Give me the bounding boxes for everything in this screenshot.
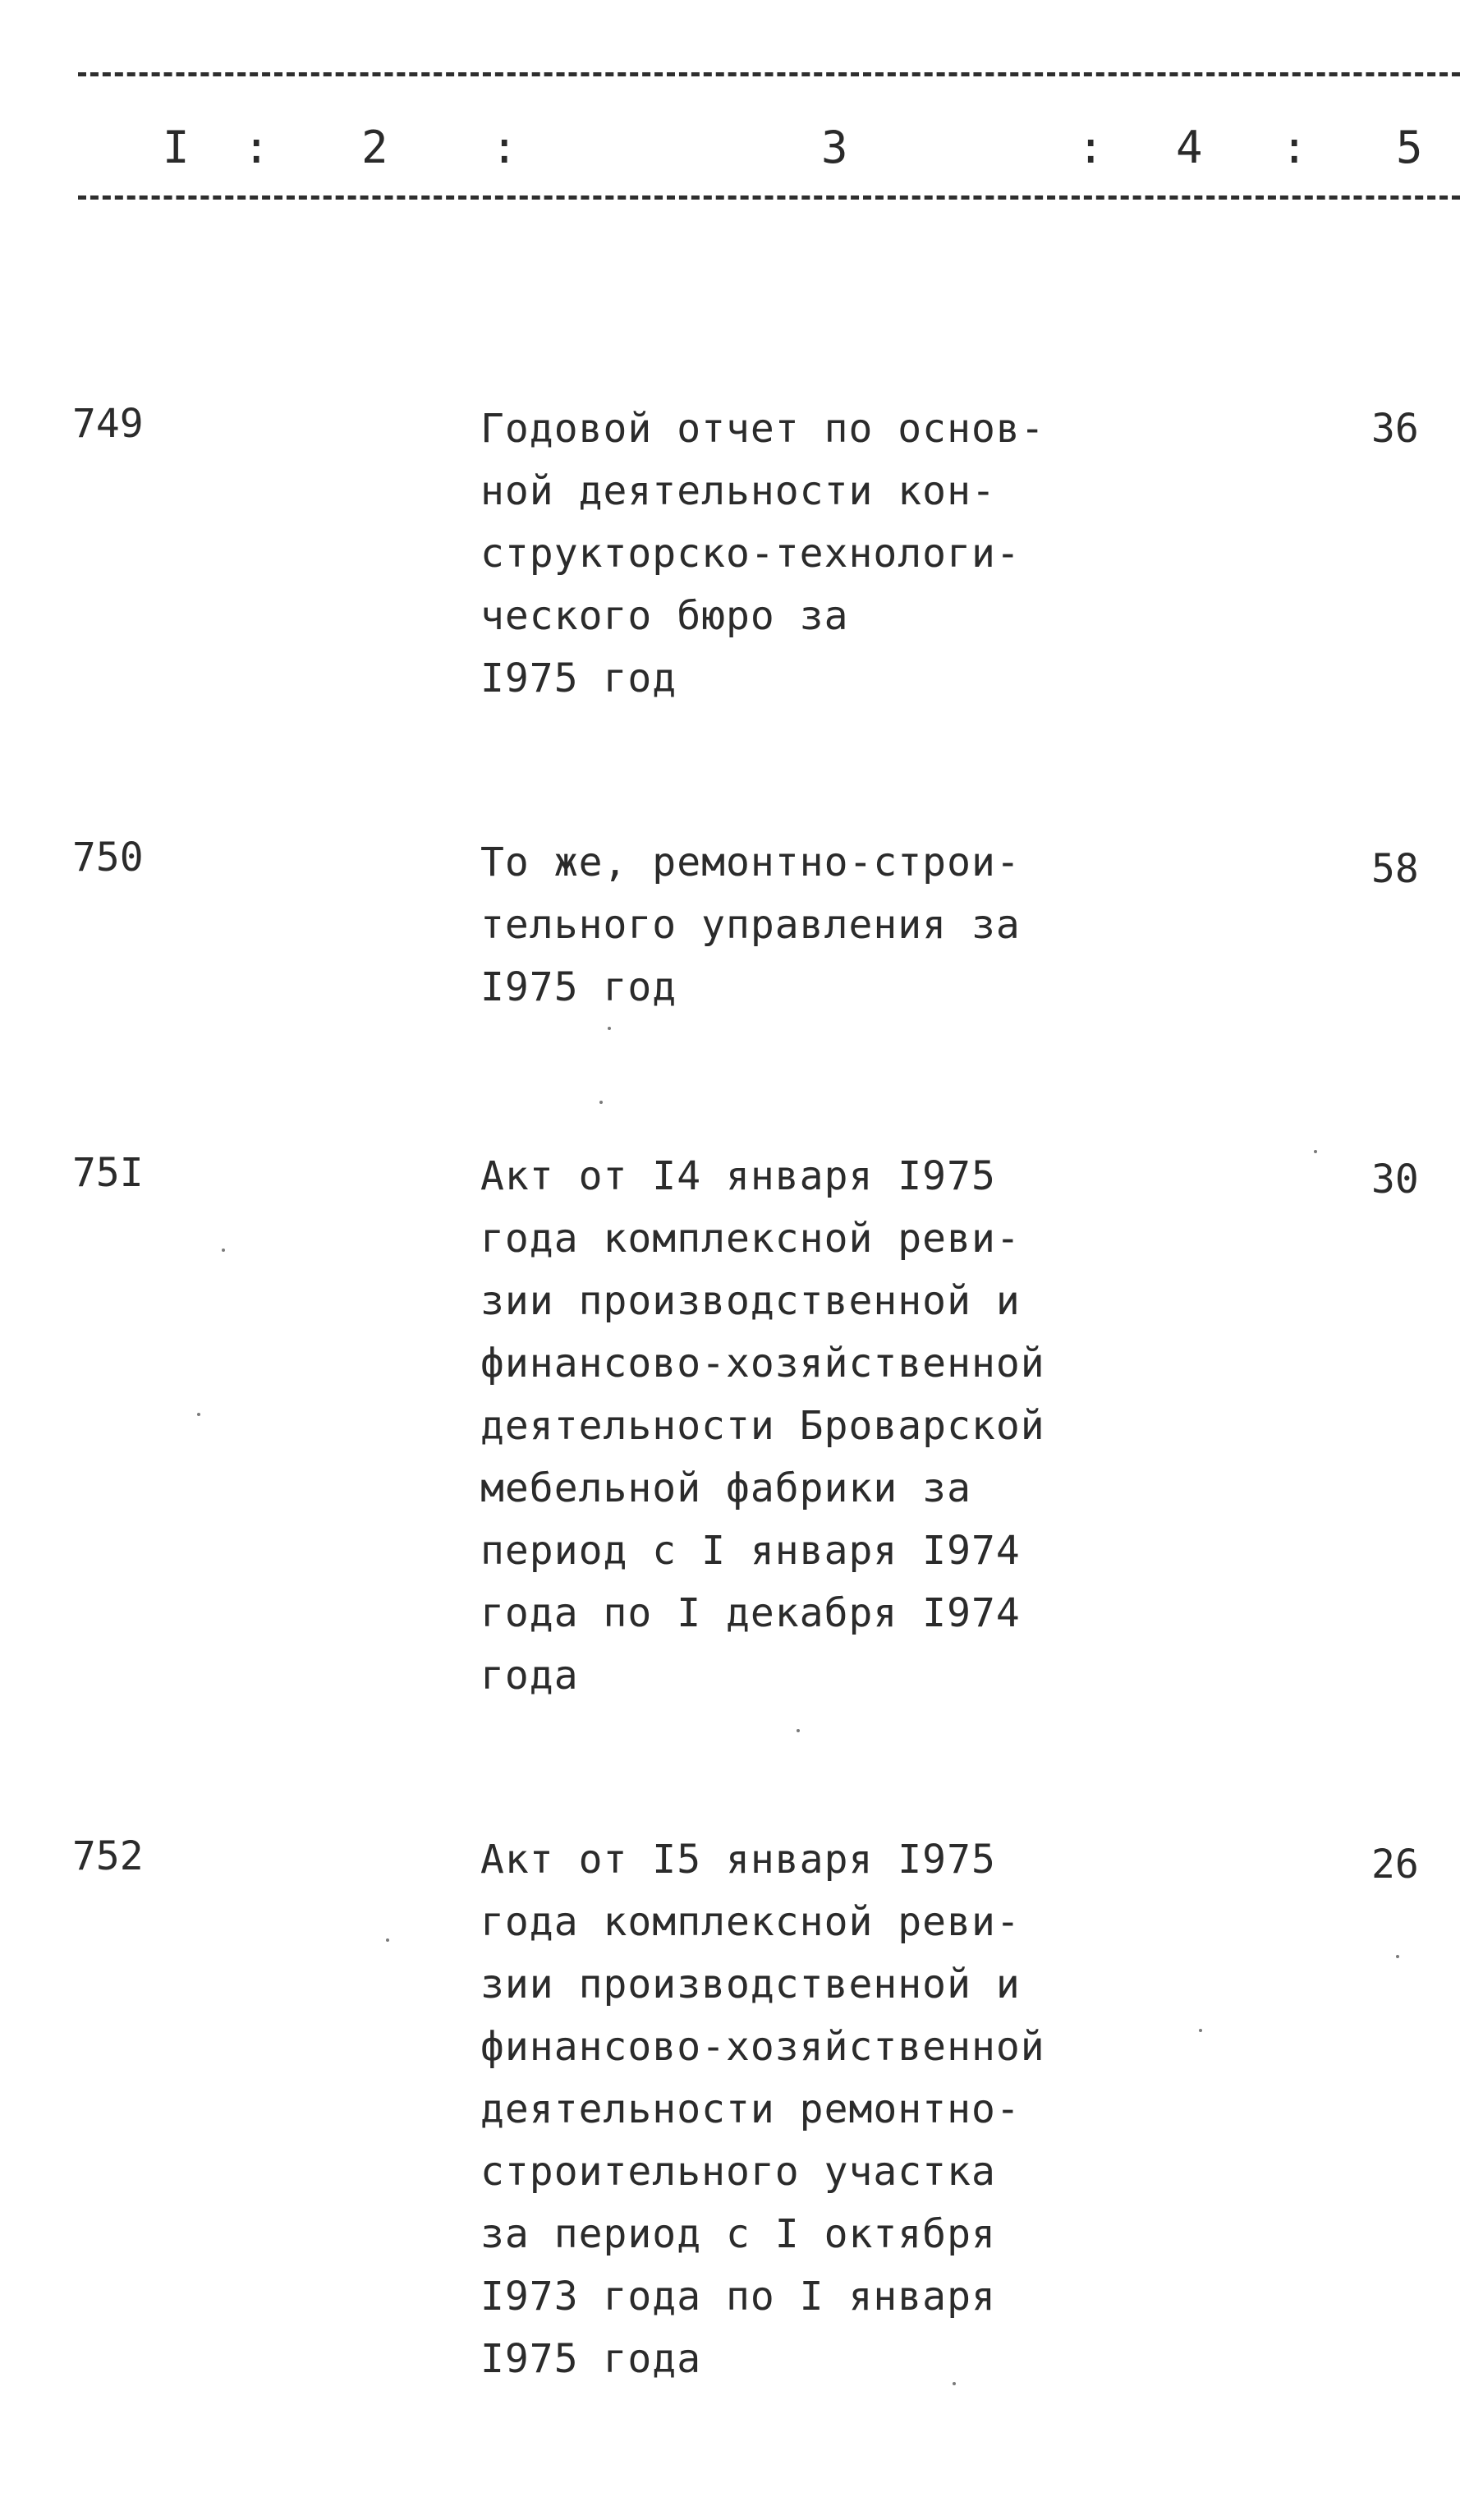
entry-number: 749	[72, 401, 144, 447]
header-bottom-rule	[78, 195, 1460, 200]
scan-speck	[797, 1729, 800, 1732]
entry-sheet-count: 36	[1371, 406, 1419, 452]
column-header-3: 3	[821, 122, 848, 173]
column-header-4: 4	[1176, 122, 1203, 173]
scan-speck	[1199, 2029, 1202, 2032]
scan-speck	[608, 1027, 611, 1030]
entry-number: 75I	[72, 1150, 144, 1196]
scan-speck	[599, 1101, 603, 1104]
column-header-5: 5	[1396, 122, 1423, 173]
entry-description: То же, ремонтно-строи- тельного управления за I975 год	[480, 839, 1021, 1010]
scan-speck	[197, 1413, 200, 1416]
scan-speck	[1314, 1150, 1317, 1153]
scan-speck	[1396, 1955, 1399, 1958]
entry-description: Годовой отчет по основ- ной деятельности кон- структорско-технологи- ческого бюро за I975 год	[480, 406, 1045, 701]
column-header-2: 2	[361, 122, 388, 173]
header-top-rule	[78, 72, 1460, 76]
entry-sheet-count: 26	[1371, 1842, 1419, 1888]
entry-sheet-count: 58	[1371, 846, 1419, 892]
entry-description: Акт от I5 января I975 года комплексной реви- зии производственной и финансово-хозяйственной деятельности ремонтно- строительного участка за период с I октября I973 года по I января I975 года	[480, 1837, 1045, 2382]
column-separator: :	[491, 122, 518, 173]
scan-speck	[222, 1249, 225, 1252]
column-separator: :	[1281, 122, 1308, 173]
column-header-1: I	[163, 122, 190, 173]
column-separator: :	[1077, 122, 1104, 173]
entry-sheet-count: 30	[1371, 1157, 1419, 1203]
entry-number: 750	[72, 835, 144, 881]
column-separator: :	[243, 122, 270, 173]
entry-number: 752	[72, 1833, 144, 1879]
scan-speck	[386, 1938, 389, 1942]
entry-description: Акт от I4 января I975 года комплексной реви- зии производственной и финансово-хозяйственной деятельности Броварской мебельной фабрики за период с I января I974 года по I декабря I974 года	[480, 1153, 1045, 1699]
scan-speck	[953, 2382, 956, 2385]
